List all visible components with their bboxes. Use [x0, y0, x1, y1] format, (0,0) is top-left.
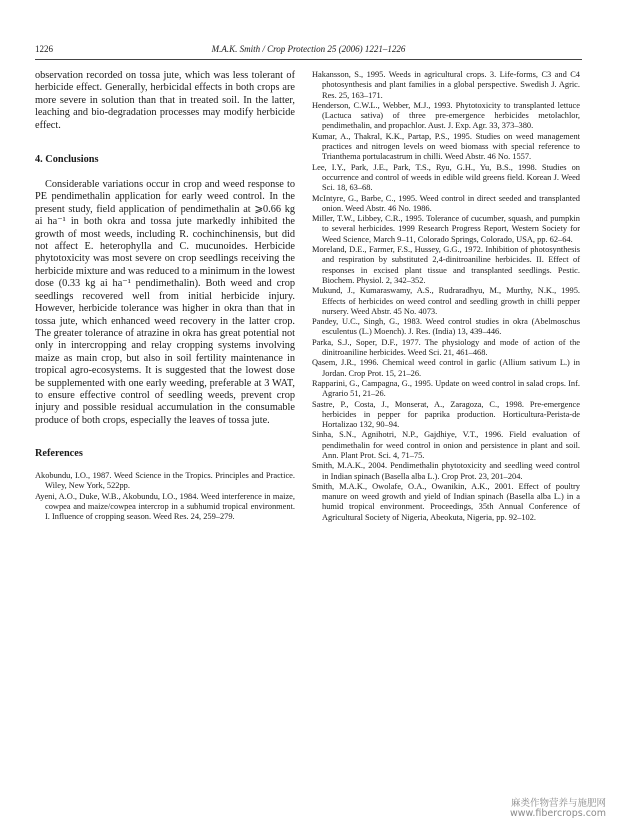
reference-item: Rapparini, G., Campagna, G., 1995. Update on weed control in salad crops. Inf. Agrario 51, 21–26.	[312, 378, 580, 399]
reference-item: Akobundu, I.O., 1987. Weed Science in the Tropics. Principles and Practice. Wiley, New York, 522pp.	[35, 471, 295, 491]
left-references-list	[35, 471, 295, 522]
page-number: 1226	[35, 44, 53, 54]
watermark-url: www.fibercrops.com	[509, 808, 606, 819]
reference-item: Hakansson, S., 1995. Weeds in agricultural crops. 3. Life-forms, C3 and C4 photosynthesis and plant families in a global perspective. Swedish J. Agric. Res. 25, 163–171.	[312, 70, 580, 100]
reference-item: Sastre, P., Costa, J., Monserat, A., Zaragoza, C., 1998. Pre-emergence herbicides in pepper for paprika production. Horticultura-Perista-de Hortalizao 132, 90–94.	[312, 399, 580, 430]
reference-item: Smith, M.A.K., Owolafe, O.A., Owanikin, A.K., 2001. Effect of poultry manure on weed growth and yield of Indian spinach (Basella alba L.) in a humid tropical environment. Proceedings, 35th Annual Conference of Agricultural Society of Nigeria, Abeokuta, Nigeria, pp. 92–102.	[312, 481, 580, 522]
reference-item: Miller, T.W., Libbey, C.R., 1995. Tolerance of cucumber, squash, and pumpkin to several herbicides. 1999 Research Progress Report, Western Society for Weed Science, March 9–11, Colorado Springs, Colorado, USA, pp. 62–64.	[312, 214, 580, 244]
reference-item: Sinha, S.N., Agnihotri, N.P., Gajdhiye, V.T., 1996. Field evaluation of pendimethalin for weed control in onion and persistence in plant and soil. Ann. Plant Prot. Sci. 4, 71–75.	[312, 430, 580, 460]
reference-item: Kumar, A., Thakral, K.K., Partap, P.S., 1995. Studies on weed management practices and nitrogen levels on weed biomass with special reference to Trianthema portulacastrum in chilli. Weed Abstr. 46 No. 1557.	[312, 131, 580, 162]
conclusions-paragraph: Considerable variations occur in crop and weed response to PE pendimethalin application for early weed control. In the present study, field application of pendimethalin at ⩾0.66 kg ai ha⁻¹ in both okra and tossa jute markedly inhibited the growth of most weeds, including R. cochinchinensis, but did not affect E. heterophylla and C. mucunoides. Herbicide phytotoxicity was most severe on crop seedlings receiving the herbicide mixture and was reduced to a minimum in the lowest dose (0.33 kg ai ha⁻¹ pendimethalin). Both weed and crop seedlings recovered well from initial herbicide injury. However, herbicide tolerance was higher in okra than that in tossa jute, which enhanced weed recovery in the latter crop. The greater tolerance of atrazine in okra has great potential not only in intercropping and relay cropping systems involving maize as main crop, but also in soil fertility maintenance in tropical agro-ecosystems. It is suggested that the lowest dose be supplemented with one early weeding, preferable at 3 WAT, to ensure effective control of seedling weeds, prevent crop injury and possible residual accumulation in the consumable produce of both crops, especially the leaves of tossa jute.	[35, 179, 295, 426]
reference-item: Ayeni, A.O., Duke, W.B., Akobundu, I.O., 1984. Weed interference in maize, cowpea and maize/cowpea intercrop in a subhumid tropical environment. I. Influence of cropping season. Weed Res. 24, 259–279.	[35, 491, 295, 522]
reference-item: Qasem, J.R., 1996. Chemical weed control in garlic (Allium sativum L.) in Jordan. Crop Prot. 15, 21–26.	[312, 358, 580, 378]
running-header	[35, 44, 582, 58]
left-column	[35, 70, 295, 523]
running-head: M.A.K. Smith / Crop Protection 25 (2006) 1221–1226	[211, 44, 406, 54]
references-title: References	[35, 448, 83, 460]
reference-item: Smith, M.A.K., 2004. Pendimethalin phytotoxicity and seedling weed control in Indian spinach (Basella alba L.). Crop Prot. 23, 201–204.	[312, 461, 580, 481]
reference-item: Henderson, C.W.L., Webber, M.J., 1993. Phytotoxicity to transplanted lettuce (Lactuca sativa) of three pre-emergence herbicides metolachlor, pendimethalin, and propachlor. Aust. J. Exp. Agr. 33, 373–380.	[312, 100, 580, 131]
reference-item: Parka, S.J., Soper, D.F., 1977. The physiology and mode of action of the dinitroaniline herbicides. Weed Sci. 21, 461–468.	[312, 337, 580, 358]
section-title: 4. Conclusions	[35, 154, 99, 166]
header-rule	[35, 59, 582, 60]
reference-item: Mukund, J., Kumaraswamy, A.S., Rudraradhyu, M., Murthy, N.K., 1995. Effects of herbicides on weed control and seedling growth in chilli pepper nursery. Weed Abstr. 45 No. 4073.	[312, 286, 580, 316]
reference-item: McIntyre, G., Barbe, C., 1995. Weed control in direct seeded and transplanted onion. Weed Abstr. 46 No. 1986.	[312, 193, 580, 213]
watermark-chinese: 麻类作物营养与施肥网	[510, 798, 606, 809]
reference-item: Pandey, U.C., Singh, G., 1983. Weed control studies in okra (Abelmoschus esculentus (L.) Moench). J. Res. (India) 13, 439–446.	[312, 317, 580, 337]
right-references-list	[312, 70, 580, 523]
reference-item: Lee, I.Y., Park, J.E., Park, T.S., Ryu, G.H., Yu, B.S., 1998. Studies on occurrence and control of weeds in edible wild greens field. Korean J. Weed Sci. 18, 63–68.	[312, 162, 580, 193]
intro-paragraph: observation recorded on tossa jute, which was less tolerant of herbicide effect. Generally, herbicidal effects in both crops are more severe in solution than that in treated soil. In the latter, leaching and bio-degradation processes may modify herbicide effect.	[35, 70, 295, 131]
right-column	[312, 70, 580, 523]
reference-item: Moreland, D.E., Farmer, F.S., Hussey, G.G., 1972. Inhibition of photosynthesis and respiration by substituted 2,4-dinitroaniline herbicides. II. Effect of responses in excised plant tissue and transplanted seedlings. Pestic. Biochem. Physiol. 2, 342–352.	[312, 245, 580, 285]
